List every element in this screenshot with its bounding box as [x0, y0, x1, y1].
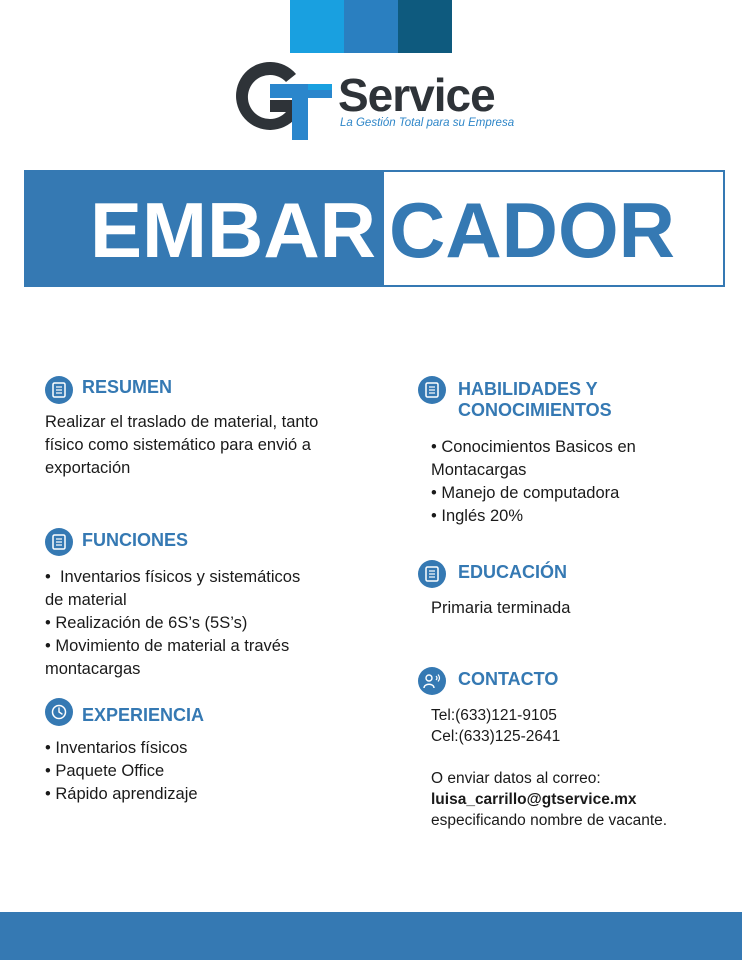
educacion-heading: EDUCACIÓN: [458, 562, 568, 582]
funciones-line: • Realización de 6S’s (5S’s): [45, 614, 248, 632]
title-part-2: CADOR: [389, 186, 675, 274]
document-icon: [45, 528, 73, 556]
experiencia-line: • Inventarios físicos: [45, 739, 188, 757]
document-icon: [45, 376, 73, 404]
color-bar-dark: [398, 0, 452, 53]
resumen-line: exportación: [45, 459, 131, 477]
habilidades-line: • Manejo de computadora: [431, 484, 620, 502]
document-icon: [418, 560, 446, 588]
contact-person-icon: [418, 667, 446, 695]
contact-cel: Cel:(633)125-2641: [431, 728, 561, 745]
footer-bar: [0, 912, 742, 960]
contact-tel: Tel:(633)121-9105: [431, 707, 557, 724]
funciones-line: montacargas: [45, 660, 141, 678]
logo-wordmark: Service: [338, 69, 495, 121]
contact-email[interactable]: luisa_carrillo@gtservice.mx: [431, 791, 637, 808]
resumen-heading: RESUMEN: [82, 377, 173, 397]
document-icon: [418, 376, 446, 404]
habilidades-heading-line2: CONOCIMIENTOS: [458, 400, 612, 420]
logo-tagline: La Gestión Total para su Empresa: [340, 117, 515, 129]
educacion-line: Primaria terminada: [431, 599, 571, 617]
clock-icon: [45, 698, 73, 726]
contact-intro: O enviar datos al correo:: [431, 770, 601, 787]
funciones-line: de material: [45, 591, 127, 609]
contacto-body: [431, 705, 667, 831]
gt-logo-mark: [226, 60, 338, 142]
habilidades-body: [431, 436, 636, 528]
resumen-body: [45, 411, 318, 480]
funciones-heading: FUNCIONES: [82, 530, 189, 550]
habilidades-line: • Inglés 20%: [431, 507, 523, 525]
experiencia-line: • Paquete Office: [45, 762, 165, 780]
experiencia-heading: EXPERIENCIA: [82, 705, 205, 725]
spacer: [431, 747, 667, 768]
habilidades-line: Montacargas: [431, 461, 527, 479]
habilidades-heading-line1: HABILIDADES Y: [458, 379, 598, 399]
top-color-bars: [290, 0, 452, 53]
educacion-body: [431, 597, 570, 620]
color-bar-light: [290, 0, 344, 53]
contacto-heading: CONTACTO: [458, 669, 559, 689]
habilidades-line: • Conocimientos Basicos en: [431, 438, 636, 456]
contact-outro: especificando nombre de vacante.: [431, 812, 668, 829]
color-bar-mid: [344, 0, 398, 53]
resumen-line: Realizar el traslado de material, tanto: [45, 413, 319, 431]
experiencia-body: [45, 737, 198, 806]
funciones-body: [45, 566, 300, 681]
funciones-line: • Inventarios físicos y sistemáticos: [45, 568, 301, 586]
funciones-line: • Movimiento de material a través: [45, 637, 290, 655]
title-part-1: EMBAR: [90, 186, 376, 274]
habilidades-heading: [458, 379, 612, 421]
resumen-line: físico como sistemático para envió a: [45, 436, 311, 454]
experiencia-line: • Rápido aprendizaje: [45, 785, 198, 803]
